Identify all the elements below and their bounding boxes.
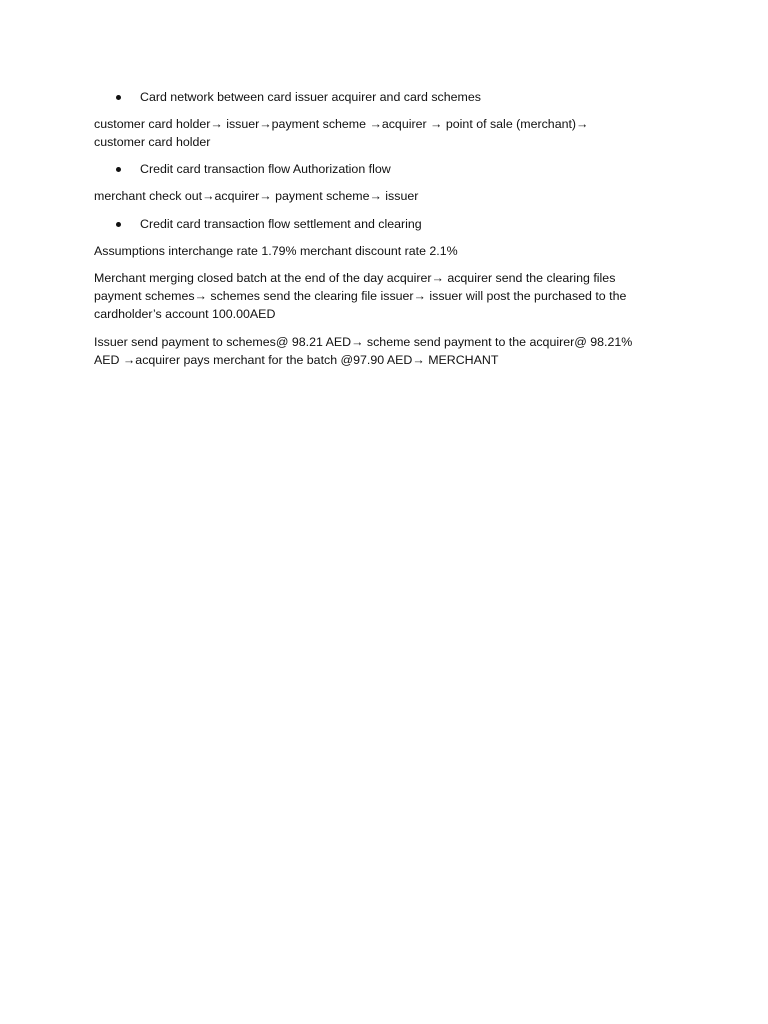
paragraph-assumptions (94, 242, 674, 260)
text-line: customer card holder (94, 135, 211, 149)
text-line: Merchant merging closed batch at the end of the day acquirer→ acquirer send the clearing files (94, 271, 616, 285)
text-line: payment schemes→ schemes send the clearing file issuer→ issuer will post the purchased to the (94, 289, 627, 303)
text-line: Assumptions interchange rate 1.79% merchant discount rate 2.1% (94, 244, 458, 258)
text-line: Issuer send payment to schemes@ 98.21 AED→ scheme send payment to the acquirer@ 98.21% (94, 335, 633, 349)
bullet-icon (116, 167, 121, 172)
text-line: AED →acquirer pays merchant for the batch @97.90 AED→ MERCHANT (94, 353, 499, 367)
bullet-text: Credit card transaction flow Authorization flow (140, 162, 391, 176)
text-line: cardholder’s account 100.00AED (94, 307, 276, 321)
bullet-icon (116, 222, 121, 227)
paragraph-clearing (94, 269, 674, 323)
paragraph-settlement-payments (94, 333, 674, 369)
bullet-text: Card network between card issuer acquirer and card schemes (140, 90, 481, 104)
text-line: merchant check out→acquirer→ payment scheme→ issuer (94, 189, 419, 203)
paragraph-card-network-flow (94, 115, 674, 151)
paragraph-authorization-flow (94, 187, 674, 205)
bullet-text: Credit card transaction flow settlement and clearing (140, 217, 422, 231)
bullet-icon (116, 95, 121, 100)
text-line: customer card holder→ issuer→payment scheme →acquirer → point of sale (merchant)→ (94, 117, 589, 131)
